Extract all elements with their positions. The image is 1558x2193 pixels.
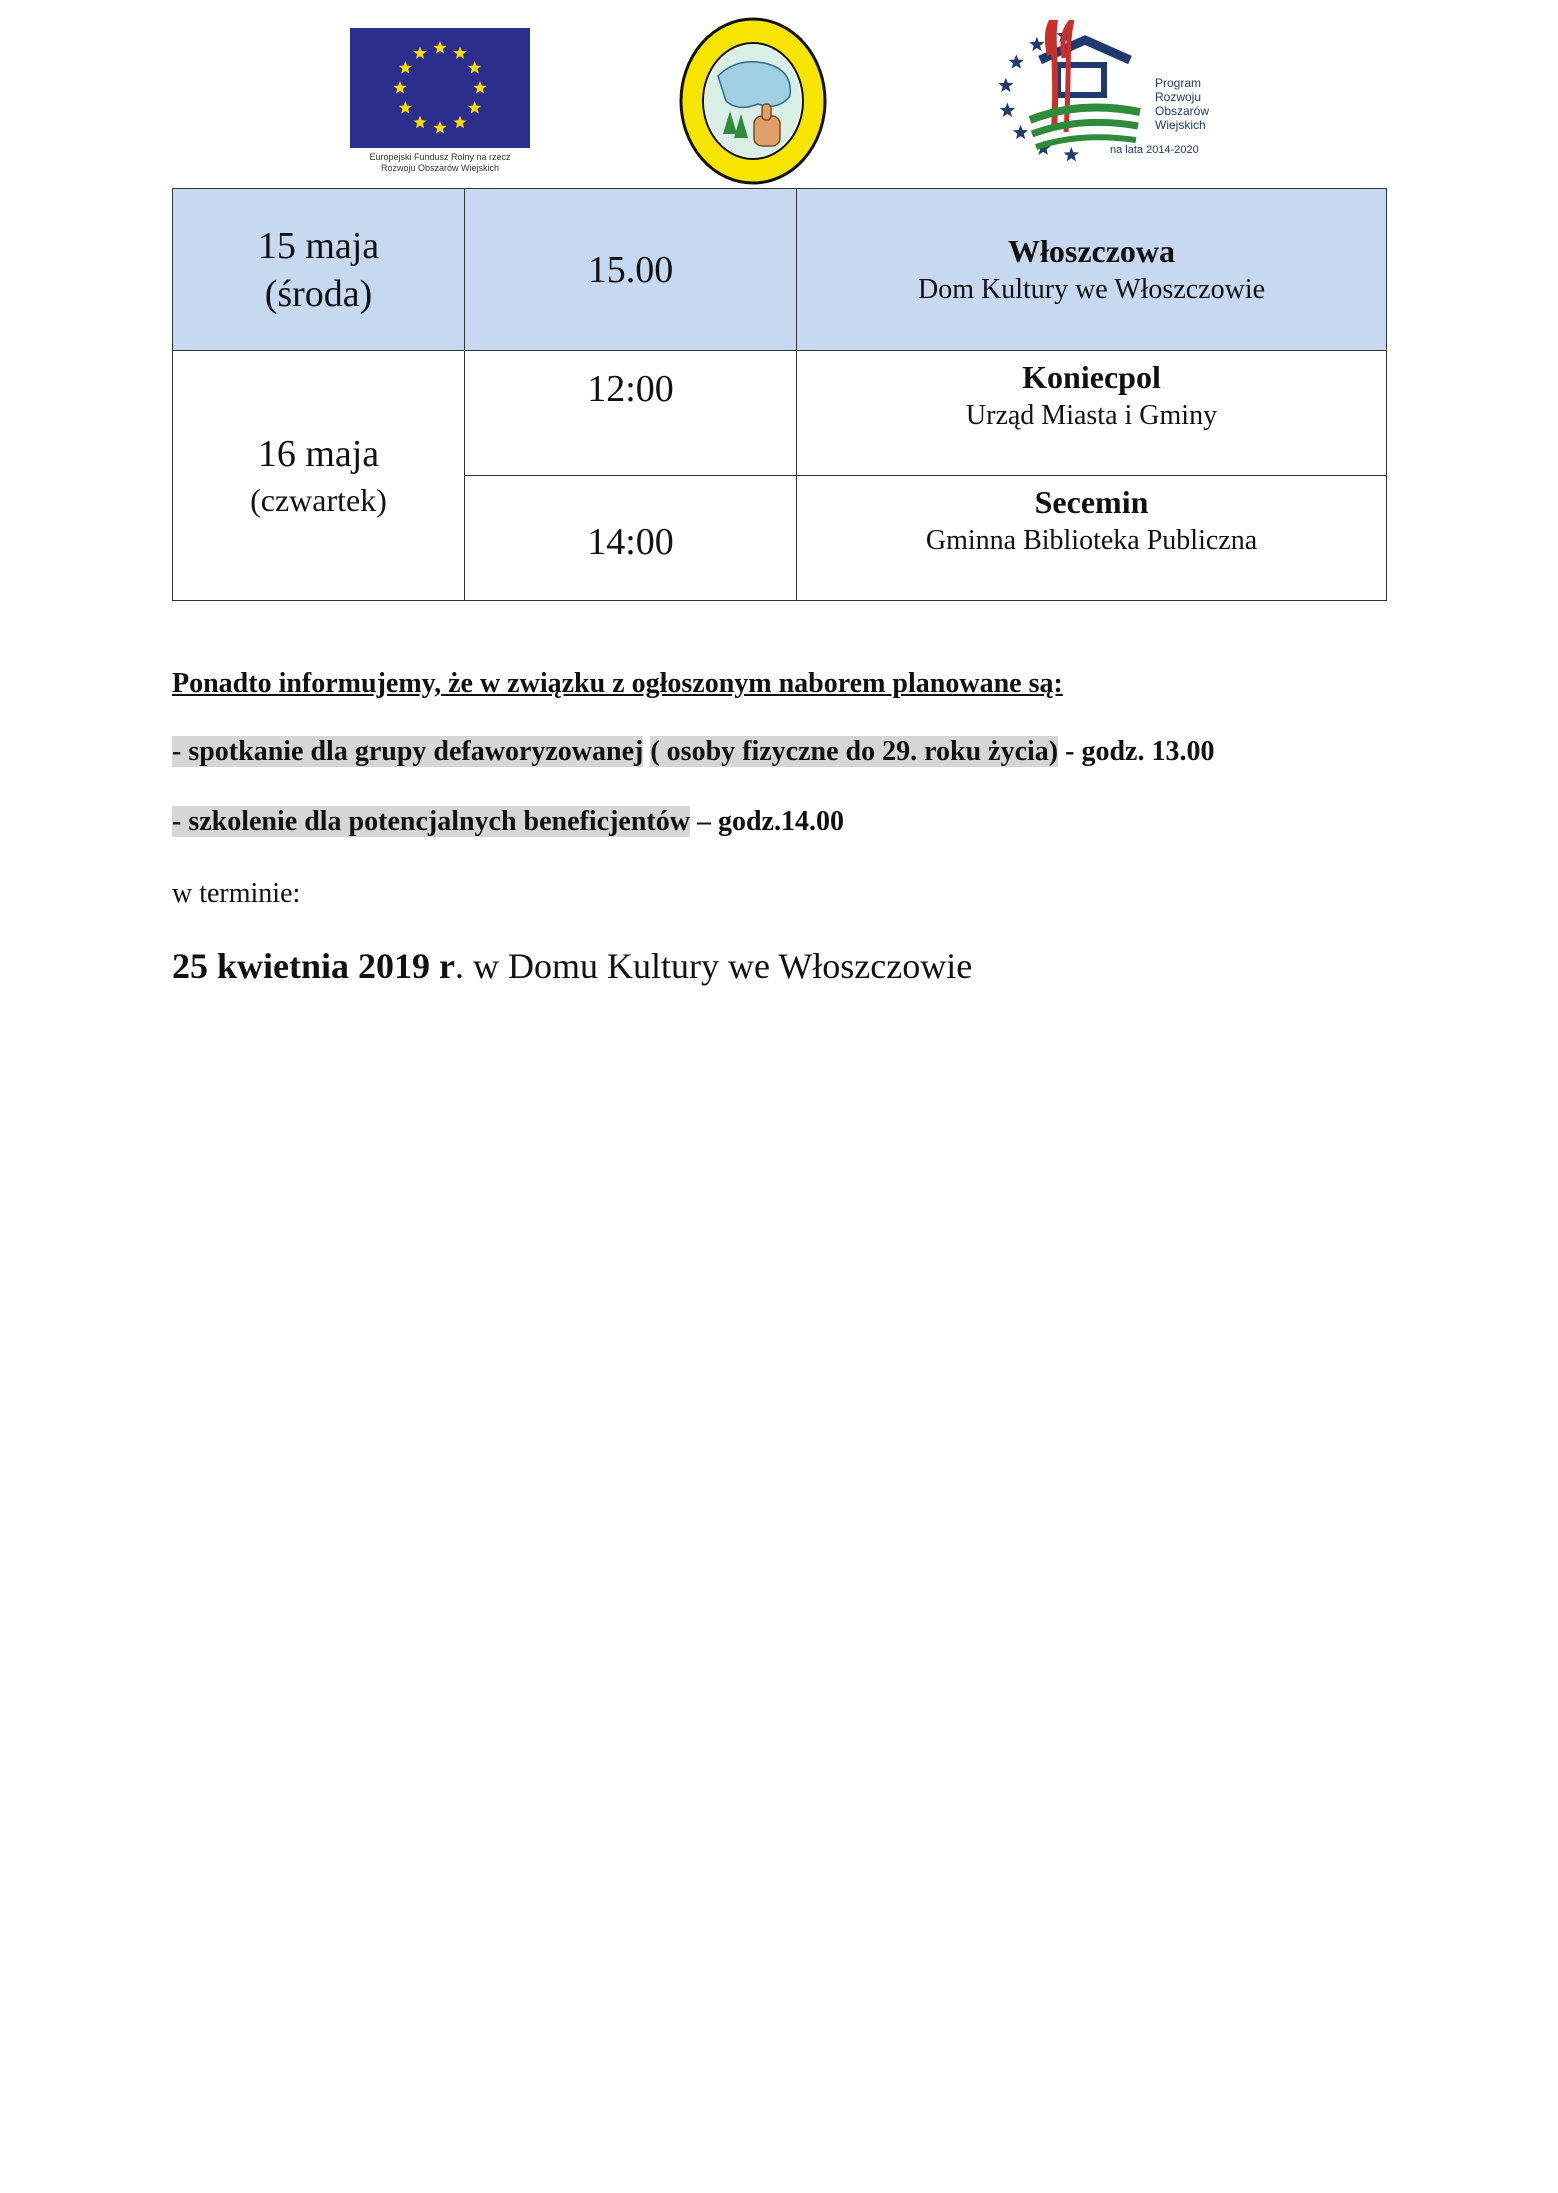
training-time: – godz.14.00 [689,806,844,837]
prow-line: Rozwoju [1155,90,1202,104]
prow-star-icon [1013,125,1028,139]
lgd-logo [678,16,828,186]
venue-name: Urząd Miasta i Gminy [965,400,1218,431]
place-name: Włoszczowa [1007,232,1176,269]
meeting-time: - godz. 13.00 [1058,736,1215,767]
date-cell [173,189,465,351]
prow-years: na lata 2014-2020 [1110,144,1199,156]
venue-name: Gminna Biblioteka Publiczna [925,525,1258,556]
term-label: w terminie: [172,878,301,909]
prow-star-icon [998,78,1013,92]
date-label: 15 maja [257,224,380,267]
weekday-label: (środa) [264,272,373,315]
time-cell: 15.00 [465,189,797,351]
eu-caption: Europejski Fundusz Rolny na rzecz Rozwoju Obszarów Wiejskich [369,152,511,173]
prow-star-icon [1000,103,1015,117]
event-venue: . w Domu Kultury we Włoszczowie [455,946,973,986]
eu-flag-icon [350,28,530,148]
eu-logo [350,28,530,174]
training-item [172,806,844,838]
prow-star-icon [1009,54,1024,68]
prow-line: Program [1155,76,1202,90]
meeting-item [172,736,1214,768]
date-cell [173,351,465,601]
info-lead: Ponadto informujemy, że w związku z ogłoszonym naborem planowane są: [172,668,1063,699]
place-cell [797,476,1387,601]
place-name: Koniecpol [1022,359,1161,395]
schedule-row [173,189,1387,351]
prow-line: Obszarów [1155,104,1210,118]
place-cell [797,189,1387,351]
schedule-table [172,188,1387,601]
meeting-audience: ( osoby fizyczne do 29. roku życia) [650,736,1059,767]
place-cell [797,351,1387,476]
logo-bar [0,16,1558,186]
event-date: 25 kwietnia 2019 r [172,946,455,986]
prow-name [1155,76,1209,132]
prow-star-icon [1029,37,1044,51]
weekday-label: (czwartek) [250,481,387,518]
time-cell: 12:00 [465,351,797,476]
event-date-line [172,945,972,987]
prow-star-icon [1064,147,1079,161]
prow-line: Wiejskich [1155,118,1206,132]
training-title: - szkolenie dla potencjalnych beneficjentów [172,806,690,837]
lgd-emblem-icon [678,16,828,186]
meeting-title: - spotkanie dla grupy defaworyzowanej [172,736,644,767]
schedule-row [173,351,1387,476]
prow-logo [980,20,1250,170]
place-name: Secemin [1034,484,1149,520]
time-cell: 14:00 [465,476,797,601]
date-label: 16 maja [257,432,380,475]
venue-name: Dom Kultury we Włoszczowie [917,273,1266,305]
